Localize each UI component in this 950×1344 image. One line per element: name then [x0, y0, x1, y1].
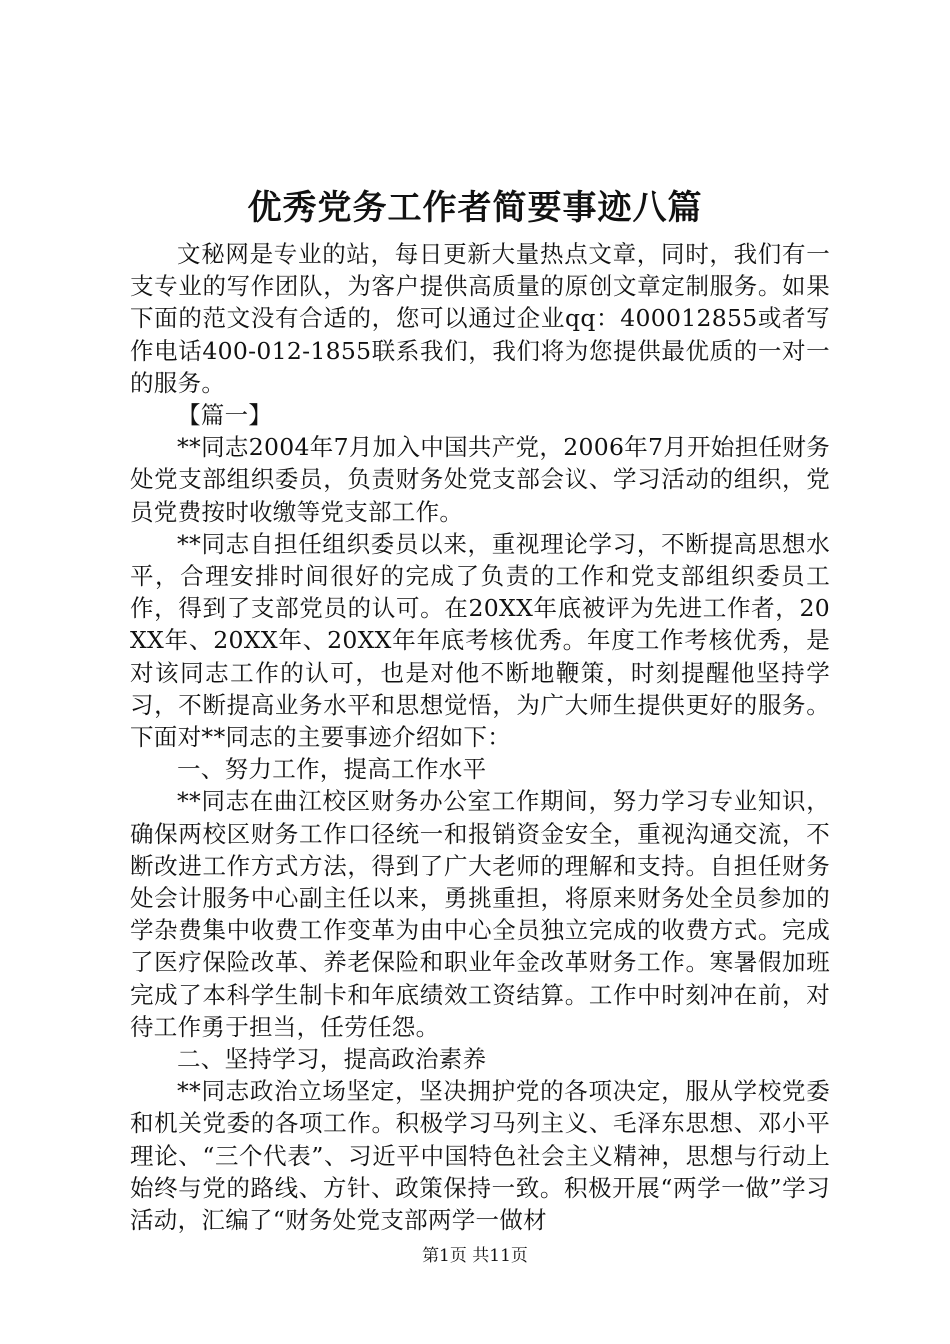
body-paragraph: **同志自担任组织委员以来，重视理论学习，不断提高思想水平，合理安排时间很好的完成了负责的工作和党支部组织委员工作，得到了支部党员的认可。在20XX年底被评为先进工作者，20XX年、20XX年、20XX年年底考核优秀。年度工作考核优秀，是对该同志工作的认可，也是对他不断地鞭策，时刻提醒他坚持学习，不断提高业务水平和思想觉悟，为广大师生提供更好的服务。下面对**同志的主要事迹介绍如下： — [130, 529, 830, 752]
section-heading-part-one: 【篇一】 — [177, 401, 273, 430]
subheading: 二、坚持学习，提高政治素养 — [177, 1045, 487, 1074]
body-paragraph: **同志2004年7月加入中国共产党，2006年7月开始担任财务处党支部组织委员，负责财务处党支部会议、学习活动的组织，党员党费按时收缴等党支部工作。 — [130, 433, 830, 526]
page-number-footer: 第1页 共11页 — [422, 1246, 528, 1266]
document-title: 优秀党务工作者简要事迹八篇 — [247, 188, 703, 228]
body-paragraph: **同志在曲江校区财务办公室工作期间，努力学习专业知识，确保两校区财务工作口径统一和报销资金安全，重视沟通交流，不断改进工作方式方法，得到了广大老师的理解和支持。自担任财务处会计服务中心副主任以来，勇挑重担，将原来财务处全员参加的学杂费集中收费工作变革为由中心全员独立完成的收费方式。完成了医疗保险改革、养老保险和职业年金改革财务工作。寒暑假加班完成了本科学生制卡和年底绩效工资结算。工作中时刻冲在前，对待工作勇于担当，任劳任怨。 — [130, 787, 830, 1041]
intro-paragraph: 文秘网是专业的站，每日更新大量热点文章，同时，我们有一支专业的写作团队，为客户提供高质量的原创文章定制服务。如果下面的范文没有合适的，您可以通过企业qq：400012855或者写作电话400-012-1855联系我们，我们将为您提供最优质的一对一的服务。 — [130, 240, 830, 397]
document-body — [130, 238, 830, 1236]
subheading: 一、努力工作，提高工作水平 — [177, 755, 487, 784]
body-paragraph: **同志政治立场坚定，坚决拥护党的各项决定，服从学校党委和机关党委的各项工作。积极学习马列主义、毛泽东思想、邓小平理论、“三个代表”、习近平中国特色社会主义精神，思想与行动上始终与党的路线、方针、政策保持一致。积极开展“两学一做”学习活动，汇编了“财务处党支部两学一做材 — [130, 1077, 830, 1235]
